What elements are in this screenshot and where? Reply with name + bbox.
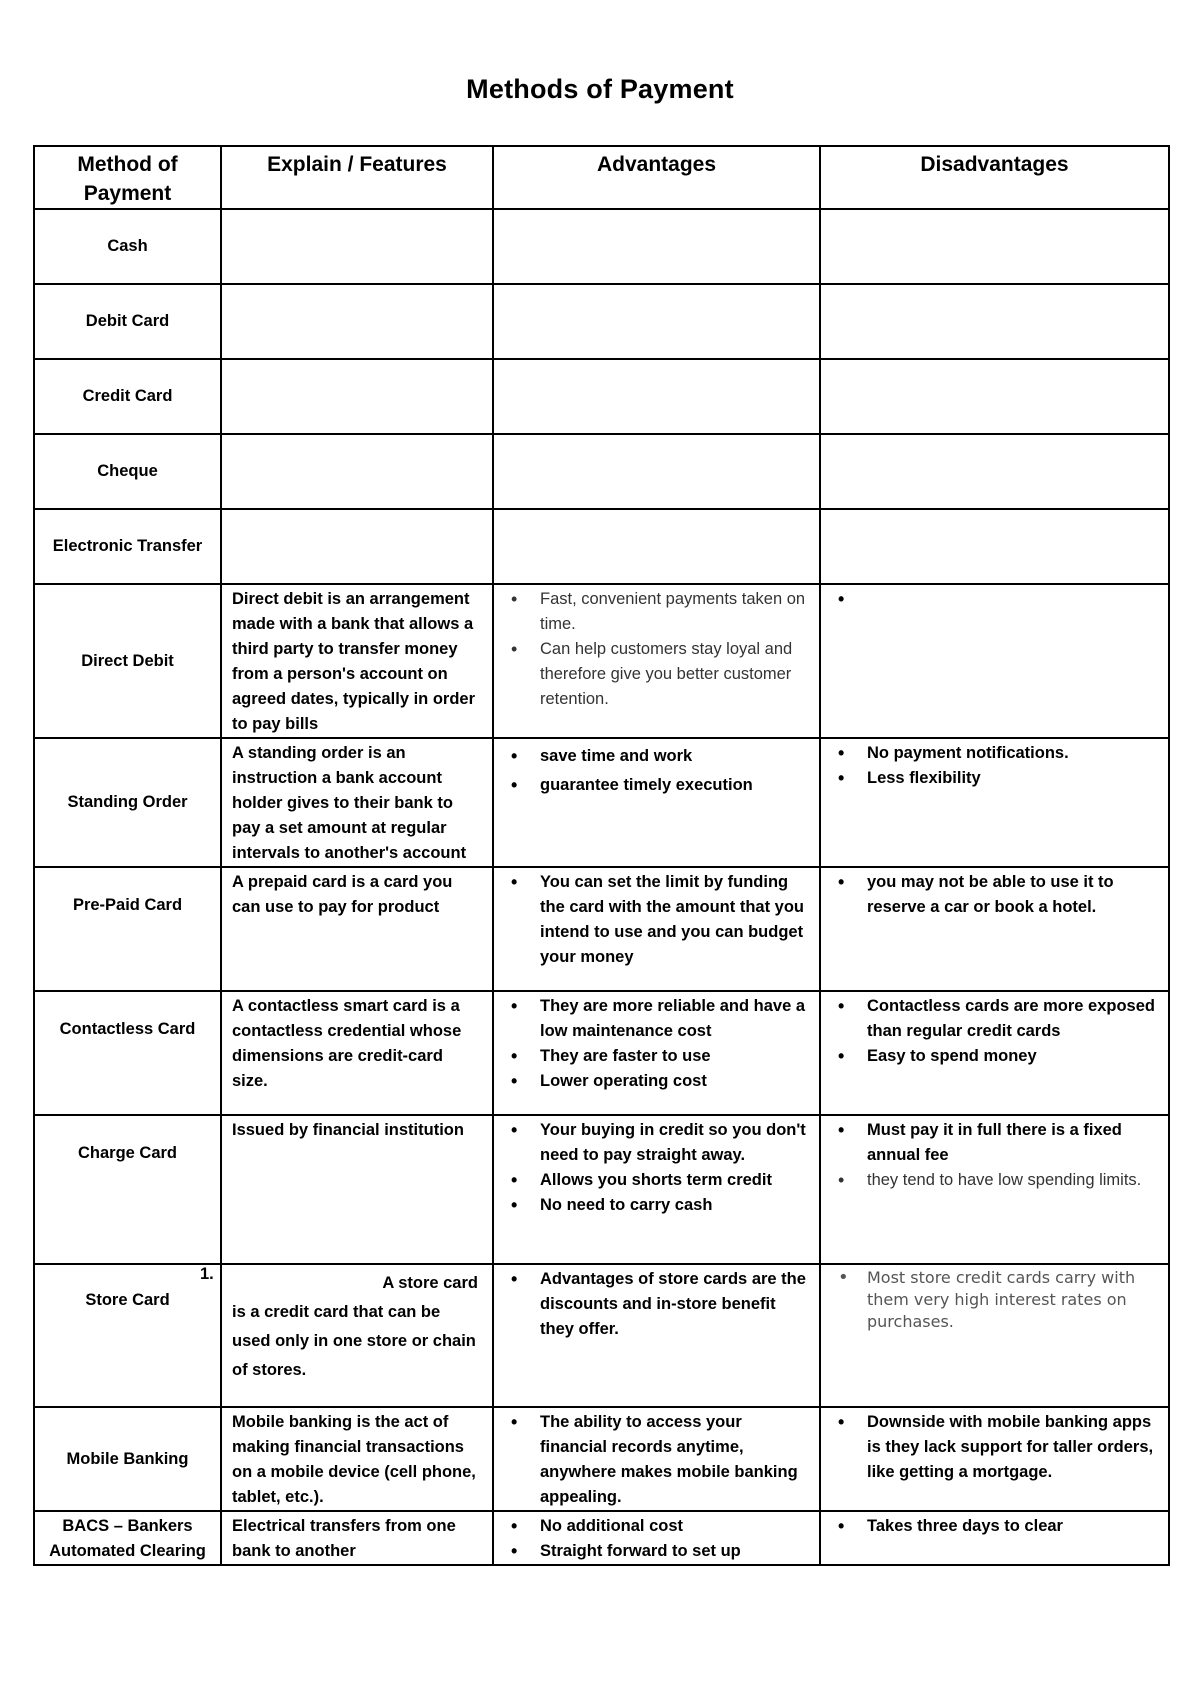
advantages-cell bbox=[493, 1264, 820, 1407]
explain-cell bbox=[221, 284, 493, 359]
table-row bbox=[34, 991, 1169, 1115]
explain-cell: A prepaid card is a card you can use to pay for product bbox=[221, 867, 493, 991]
method-cell: Credit Card bbox=[34, 359, 221, 434]
list-item: • save time and work bbox=[504, 744, 809, 769]
advantages-cell bbox=[493, 359, 820, 434]
disadvantages-cell bbox=[820, 1264, 1169, 1407]
method-cell: Charge Card bbox=[34, 1115, 221, 1264]
list-number: A store card bbox=[382, 1274, 478, 1292]
explain-cell bbox=[221, 509, 493, 584]
advantages-cell bbox=[493, 1511, 820, 1565]
method-cell: Electronic Transfer bbox=[34, 509, 221, 584]
disadvantages-cell bbox=[820, 509, 1169, 584]
explain-cell bbox=[221, 209, 493, 284]
table-row bbox=[34, 209, 1169, 284]
explain-cell bbox=[221, 1264, 493, 1407]
list-item: • they tend to have low spending limits. bbox=[831, 1168, 1158, 1193]
advantages-cell bbox=[493, 991, 820, 1115]
disadvantages-cell bbox=[820, 738, 1169, 867]
list-item: • They are more reliable and have a low maintenance cost bbox=[504, 994, 809, 1044]
list-item: • Easy to spend money bbox=[831, 1044, 1158, 1069]
disadvantages-cell bbox=[820, 284, 1169, 359]
advantages-cell bbox=[493, 509, 820, 584]
list-item: • You can set the limit by funding the card with the amount that you intend to use and you can budget your money bbox=[504, 870, 809, 970]
advantages-cell bbox=[493, 209, 820, 284]
table-row bbox=[34, 584, 1169, 738]
table-row bbox=[34, 359, 1169, 434]
list-item: • Less flexibility bbox=[831, 766, 1158, 791]
disadvantages-cell bbox=[820, 1511, 1169, 1565]
list-item: • Takes three days to clear bbox=[831, 1514, 1158, 1539]
table-row bbox=[34, 1407, 1169, 1511]
advantages-cell bbox=[493, 1115, 820, 1264]
list-item: • Must pay it in full there is a fixed annual fee bbox=[831, 1118, 1158, 1168]
table-row bbox=[34, 284, 1169, 359]
explain-cell bbox=[221, 359, 493, 434]
method-cell: Debit Card bbox=[34, 284, 221, 359]
header-method: Method of Payment bbox=[34, 146, 221, 209]
list-item: • Most store credit cards carry with them very high interest rates on purchases. bbox=[831, 1267, 1158, 1333]
list-item: • The ability to access your financial records anytime, anywhere makes mobile banking appealing. bbox=[504, 1410, 809, 1510]
advantages-cell bbox=[493, 434, 820, 509]
method-cell: Pre-Paid Card bbox=[34, 867, 221, 991]
explain-cell: Direct debit is an arrangement made with a bank that allows a third party to transfer money from a person's account on agreed dates, typically in order to pay bills bbox=[221, 584, 493, 738]
list-item: • They are faster to use bbox=[504, 1044, 809, 1069]
table-row bbox=[34, 867, 1169, 991]
explain-cell: A standing order is an instruction a bank account holder gives to their bank to pay a set amount at regular intervals to another's account bbox=[221, 738, 493, 867]
explain-cell: Electrical transfers from one bank to another bbox=[221, 1511, 493, 1565]
store-card-explanation: is a credit card that can be used only in one store or chain of stores. bbox=[232, 1303, 476, 1379]
header-disadvantages: Disadvantages bbox=[820, 146, 1169, 209]
table-row bbox=[34, 509, 1169, 584]
list-item: • Straight forward to set up bbox=[504, 1539, 809, 1564]
disadvantages-cell bbox=[820, 359, 1169, 434]
explain-cell bbox=[221, 434, 493, 509]
table-row bbox=[34, 1511, 1169, 1565]
table-row bbox=[34, 1115, 1169, 1264]
table-row bbox=[34, 434, 1169, 509]
disadvantages-cell bbox=[820, 991, 1169, 1115]
method-cell: Store Card bbox=[34, 1264, 221, 1407]
list-item: • No payment notifications. bbox=[831, 741, 1158, 766]
store-card-first-line bbox=[232, 1269, 482, 1298]
disadvantages-cell bbox=[820, 867, 1169, 991]
advantages-cell bbox=[493, 738, 820, 867]
disadvantages-cell bbox=[820, 1407, 1169, 1511]
list-item: • Advantages of store cards are the discounts and in-store benefit they offer. bbox=[504, 1267, 809, 1342]
advantages-cell bbox=[493, 1407, 820, 1511]
list-item: • Downside with mobile banking apps is they lack support for taller orders, like getting a mortgage. bbox=[831, 1410, 1158, 1485]
advantages-cell bbox=[493, 284, 820, 359]
page-title: Methods of Payment bbox=[466, 74, 734, 104]
table-row bbox=[34, 738, 1169, 867]
explain-cell: Mobile banking is the act of making financial transactions on a mobile device (cell phone, tablet, etc.). bbox=[221, 1407, 493, 1511]
method-cell: Contactless Card bbox=[34, 991, 221, 1115]
disadvantages-cell bbox=[820, 209, 1169, 284]
method-cell: Cheque bbox=[34, 434, 221, 509]
advantages-cell bbox=[493, 584, 820, 738]
store-card-list-number: 1. bbox=[200, 1265, 214, 1283]
header-advantages: Advantages bbox=[493, 146, 820, 209]
list-item: • Lower operating cost bbox=[504, 1069, 809, 1094]
disadvantages-cell bbox=[820, 1115, 1169, 1264]
method-cell: Cash bbox=[34, 209, 221, 284]
disadvantages-cell bbox=[820, 584, 1169, 738]
list-item: • No need to carry cash bbox=[504, 1193, 809, 1218]
method-cell: Direct Debit bbox=[34, 584, 221, 738]
explain-cell: A contactless smart card is a contactless credential whose dimensions are credit-card size. bbox=[221, 991, 493, 1115]
list-item: • Allows you shorts term credit bbox=[504, 1168, 809, 1193]
method-cell: Standing Order bbox=[34, 738, 221, 867]
table-header-row bbox=[34, 146, 1169, 209]
disadvantages-cell bbox=[820, 434, 1169, 509]
payment-methods-table bbox=[33, 145, 1170, 1566]
header-explain: Explain / Features bbox=[221, 146, 493, 209]
list-item: • guarantee timely execution bbox=[504, 773, 809, 798]
list-item: • No additional cost bbox=[504, 1514, 809, 1539]
method-cell: Mobile Banking bbox=[34, 1407, 221, 1511]
list-item: • you may not be able to use it to reserve a car or book a hotel. bbox=[831, 870, 1158, 920]
method-cell: BACS – Bankers Automated Clearing bbox=[34, 1511, 221, 1565]
list-item: • Contactless cards are more exposed than regular credit cards bbox=[831, 994, 1158, 1044]
list-item: • Your buying in credit so you don't need to pay straight away. bbox=[504, 1118, 809, 1168]
list-item: • Can help customers stay loyal and therefore give you better customer retention. bbox=[504, 637, 809, 712]
advantages-cell bbox=[493, 867, 820, 991]
list-item: • Fast, convenient payments taken on time. bbox=[504, 587, 809, 637]
explain-cell: Issued by financial institution bbox=[221, 1115, 493, 1264]
